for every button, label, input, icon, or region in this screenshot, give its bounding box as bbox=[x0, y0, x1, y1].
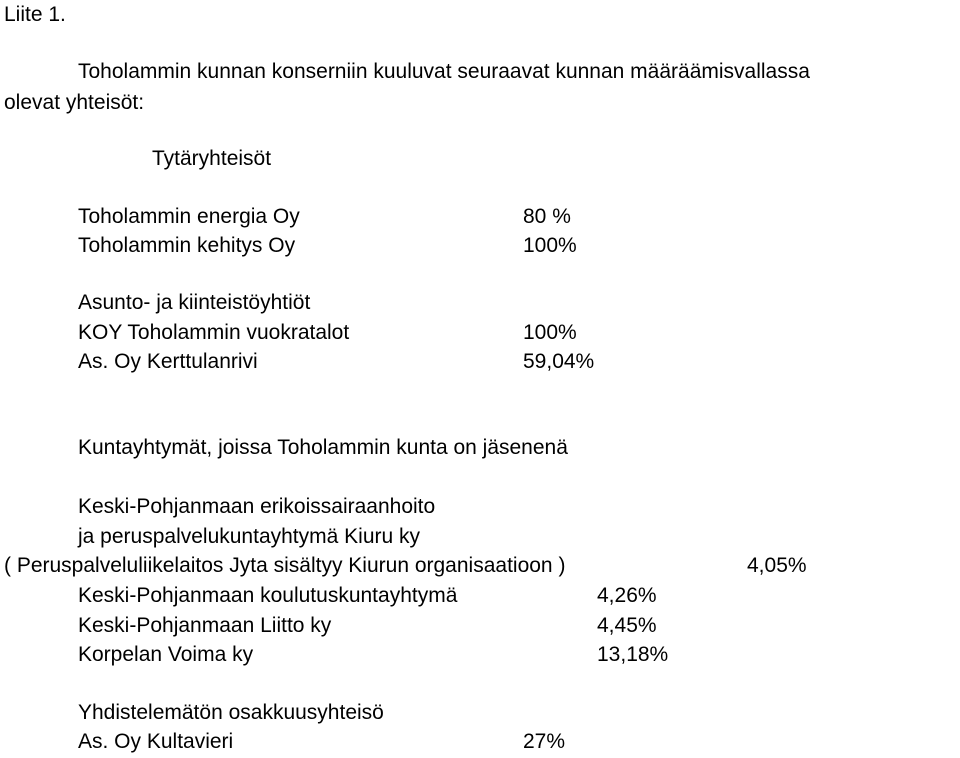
appendix-label: Liite 1. bbox=[4, 3, 66, 26]
federation-share: 4,45% bbox=[597, 614, 657, 637]
subsidiary-name: Toholammin kehitys Oy bbox=[78, 234, 296, 257]
subsidiary-share: 80 % bbox=[523, 205, 571, 228]
kiuru-line-1: Keski-Pohjanmaan erikoissairaanhoito bbox=[78, 495, 436, 518]
kiuru-line-2: ja peruspalvelukuntayhtymä Kiuru ky bbox=[78, 525, 421, 548]
housing-company-name: As. Oy Kerttulanrivi bbox=[78, 350, 258, 373]
intro-line-1: Toholammin kunnan konserniin kuuluvat seuraavat kunnan määräämisvallassa bbox=[78, 60, 810, 83]
subsidiary-share: 100% bbox=[523, 234, 577, 257]
associate-share: 27% bbox=[523, 730, 566, 753]
kiuru-line-3: ( Peruspalveluliikelaitos Jyta sisältyy Kiurun organisaatioon ) bbox=[4, 554, 566, 577]
federation-name: Korpelan Voima ky bbox=[78, 643, 254, 666]
federation-name: Keski-Pohjanmaan Liitto ky bbox=[78, 614, 332, 637]
federations-heading: Kuntayhtymät, joissa Toholammin kunta on jäsenenä bbox=[78, 436, 568, 459]
federation-share: 4,26% bbox=[597, 584, 657, 607]
associate-name: As. Oy Kultavieri bbox=[78, 730, 234, 753]
federation-name: Keski-Pohjanmaan koulutuskuntayhtymä bbox=[78, 584, 458, 607]
unconsolidated-heading: Yhdistelemätön osakkuusyhteisö bbox=[78, 701, 384, 724]
housing-company-share: 59,04% bbox=[523, 350, 595, 373]
kiuru-share: 4,05% bbox=[747, 554, 807, 577]
housing-company-share: 100% bbox=[523, 321, 577, 344]
subsidiary-name: Toholammin energia Oy bbox=[78, 205, 300, 228]
intro-line-2: olevat yhteisöt: bbox=[4, 91, 145, 114]
housing-heading: Asunto- ja kiinteistöyhtiöt bbox=[78, 291, 311, 314]
subsidiaries-heading: Tytäryhteisöt bbox=[152, 147, 272, 170]
federation-share: 13,18% bbox=[597, 643, 669, 666]
housing-company-name: KOY Toholammin vuokratalot bbox=[78, 321, 350, 344]
